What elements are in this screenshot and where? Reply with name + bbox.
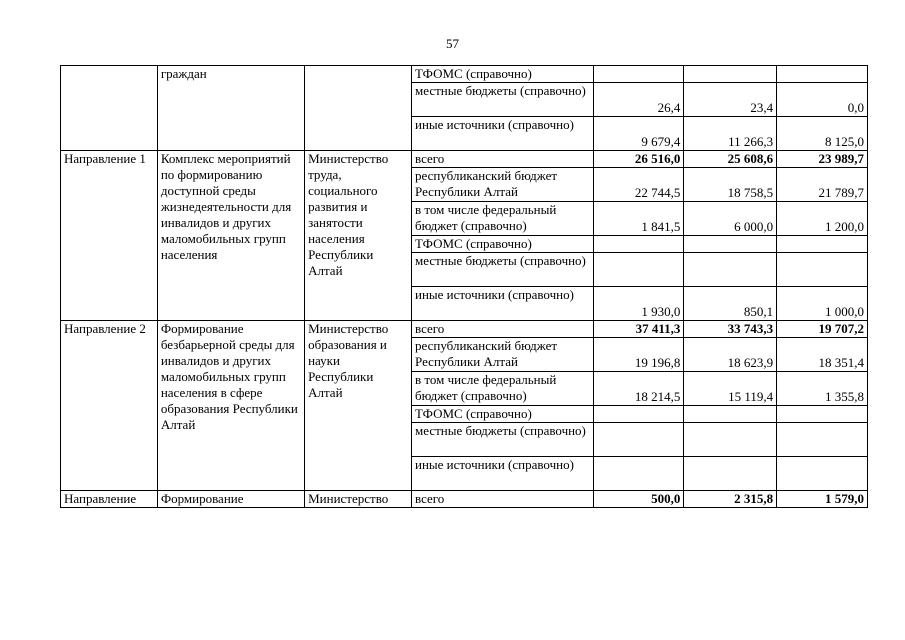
activity-name-cell: Комплекс мероприятий по формированию доступной среды жизнедеятельности для инвалидов и других маломобильных групп населения bbox=[157, 151, 304, 321]
value-cell: 23 989,7 bbox=[777, 151, 868, 168]
source-cell: республиканский бюджет Республики Алтай bbox=[412, 168, 594, 202]
source-cell: в том числе федеральный бюджет (справочно) bbox=[412, 202, 594, 236]
value-cell: 26,4 bbox=[593, 83, 684, 117]
value-cell: 25 608,6 bbox=[684, 151, 777, 168]
value-cell: 1 200,0 bbox=[777, 202, 868, 236]
value-cell: 22 744,5 bbox=[593, 168, 684, 202]
direction-cell: Направление 2 bbox=[61, 321, 158, 491]
source-cell: ТФОМС (справочно) bbox=[412, 236, 594, 253]
value-cell: 18 758,5 bbox=[684, 168, 777, 202]
value-cell: 37 411,3 bbox=[593, 321, 684, 338]
value-cell: 1 000,0 bbox=[777, 287, 868, 321]
source-cell: иные источники (справочно) bbox=[412, 287, 594, 321]
value-cell bbox=[593, 236, 684, 253]
ministry-cell: Министерство образования и науки Республики Алтай bbox=[305, 321, 412, 491]
value-cell bbox=[593, 457, 684, 491]
table-row bbox=[61, 151, 868, 168]
value-cell bbox=[777, 406, 868, 423]
activity-name-cell: граждан bbox=[157, 66, 304, 151]
source-cell: местные бюджеты (справочно) bbox=[412, 423, 594, 457]
value-cell: 23,4 bbox=[684, 83, 777, 117]
value-cell: 6 000,0 bbox=[684, 202, 777, 236]
ministry-cell bbox=[305, 66, 412, 151]
value-cell: 18 623,9 bbox=[684, 338, 777, 372]
source-cell: местные бюджеты (справочно) bbox=[412, 253, 594, 287]
source-cell: всего bbox=[412, 491, 594, 508]
value-cell bbox=[593, 66, 684, 83]
value-cell bbox=[684, 457, 777, 491]
value-cell: 21 789,7 bbox=[777, 168, 868, 202]
value-cell: 19 707,2 bbox=[777, 321, 868, 338]
table-row bbox=[61, 321, 868, 338]
value-cell bbox=[593, 423, 684, 457]
budget-table bbox=[60, 65, 868, 508]
value-cell: 11 266,3 bbox=[684, 117, 777, 151]
value-cell bbox=[777, 236, 868, 253]
value-cell bbox=[684, 253, 777, 287]
value-cell: 2 315,8 bbox=[684, 491, 777, 508]
value-cell: 19 196,8 bbox=[593, 338, 684, 372]
value-cell: 26 516,0 bbox=[593, 151, 684, 168]
source-cell: иные источники (справочно) bbox=[412, 117, 594, 151]
value-cell bbox=[684, 66, 777, 83]
value-cell: 1 841,5 bbox=[593, 202, 684, 236]
value-cell bbox=[777, 66, 868, 83]
value-cell: 15 119,4 bbox=[684, 372, 777, 406]
source-cell: иные источники (справочно) bbox=[412, 457, 594, 491]
value-cell bbox=[593, 253, 684, 287]
direction-cell: Направление bbox=[61, 491, 158, 508]
value-cell bbox=[593, 406, 684, 423]
value-cell bbox=[777, 253, 868, 287]
source-cell: ТФОМС (справочно) bbox=[412, 66, 594, 83]
activity-name-cell: Формирование безбарьерной среды для инвалидов и других маломобильных групп населения в сфере образования Республики Алтай bbox=[157, 321, 304, 491]
value-cell: 1 579,0 bbox=[777, 491, 868, 508]
value-cell bbox=[684, 406, 777, 423]
ministry-cell: Министерство bbox=[305, 491, 412, 508]
value-cell bbox=[684, 236, 777, 253]
direction-cell: Направление 1 bbox=[61, 151, 158, 321]
table-row bbox=[61, 66, 868, 83]
value-cell bbox=[684, 423, 777, 457]
ministry-cell: Министерство труда, социального развития и занятости населения Республики Алтай bbox=[305, 151, 412, 321]
value-cell: 18 214,5 bbox=[593, 372, 684, 406]
value-cell bbox=[777, 457, 868, 491]
value-cell: 500,0 bbox=[593, 491, 684, 508]
value-cell: 0,0 bbox=[777, 83, 868, 117]
source-cell: всего bbox=[412, 151, 594, 168]
value-cell: 1 930,0 bbox=[593, 287, 684, 321]
value-cell: 9 679,4 bbox=[593, 117, 684, 151]
source-cell: всего bbox=[412, 321, 594, 338]
activity-name-cell: Формирование bbox=[157, 491, 304, 508]
table-row bbox=[61, 491, 868, 508]
value-cell: 8 125,0 bbox=[777, 117, 868, 151]
value-cell: 1 355,8 bbox=[777, 372, 868, 406]
value-cell: 33 743,3 bbox=[684, 321, 777, 338]
source-cell: ТФОМС (справочно) bbox=[412, 406, 594, 423]
source-cell: в том числе федеральный бюджет (справочно) bbox=[412, 372, 594, 406]
source-cell: республиканский бюджет Республики Алтай bbox=[412, 338, 594, 372]
value-cell: 850,1 bbox=[684, 287, 777, 321]
page-number: 57 bbox=[446, 36, 459, 51]
direction-cell bbox=[61, 66, 158, 151]
value-cell bbox=[777, 423, 868, 457]
value-cell: 18 351,4 bbox=[777, 338, 868, 372]
source-cell: местные бюджеты (справочно) bbox=[412, 83, 594, 117]
